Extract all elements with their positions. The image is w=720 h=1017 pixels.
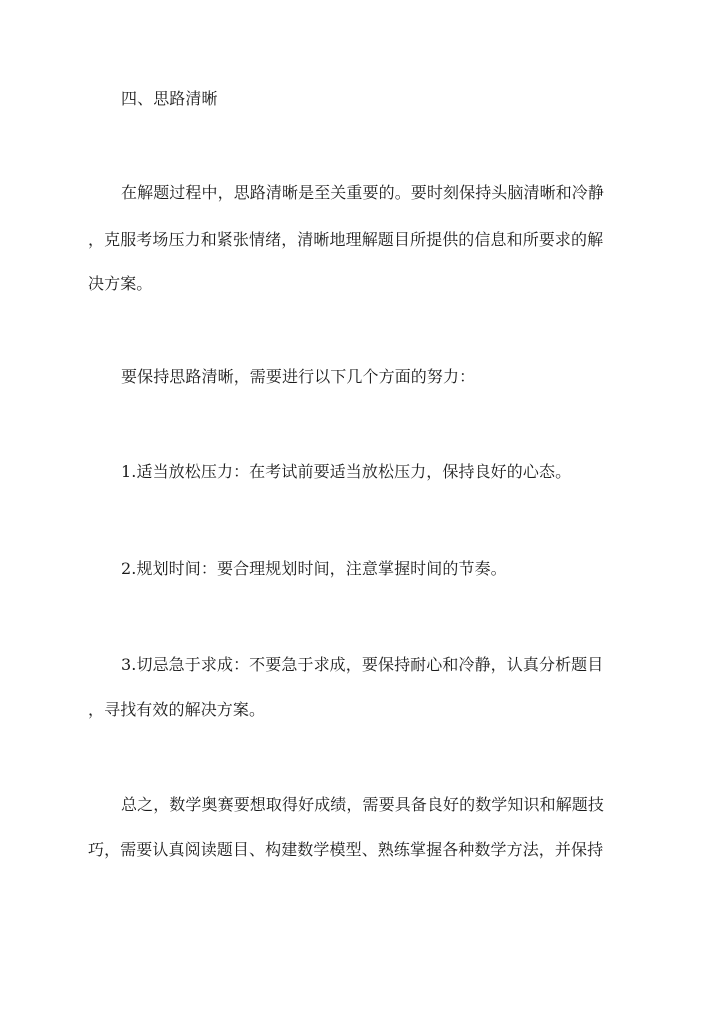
list-item: 1.适当放松压力：在考试前要适当放松压力，保持良好的心态。: [121, 462, 572, 481]
paragraph-line: 要保持思路清晰，需要进行以下几个方面的努力：: [121, 367, 476, 386]
paragraph-line: ，克服考场压力和紧张情绪，清晰地理解题目所提供的信息和所要求的解: [88, 230, 604, 249]
list-item-continuation: ，寻找有效的解决方案。: [88, 700, 266, 719]
summary-line: 巧，需要认真阅读题目、构建数学模型、熟练掌握各种数学方法，并保持: [88, 840, 604, 859]
list-item: 3.切忌急于求成：不要急于求成，要保持耐心和冷静，认真分析题目: [121, 655, 604, 674]
paragraph-line: 在解题过程中，思路清晰是至关重要的。要时刻保持头脑清晰和冷静: [121, 183, 605, 202]
paragraph-line: 决方案。: [88, 274, 153, 293]
section-heading: 四、思路清晰: [121, 89, 218, 108]
list-item: 2.规划时间：要合理规划时间，注意掌握时间的节奏。: [121, 559, 507, 578]
summary-line: 总之，数学奥赛要想取得好成绩，需要具备良好的数学知识和解题技: [121, 795, 605, 814]
